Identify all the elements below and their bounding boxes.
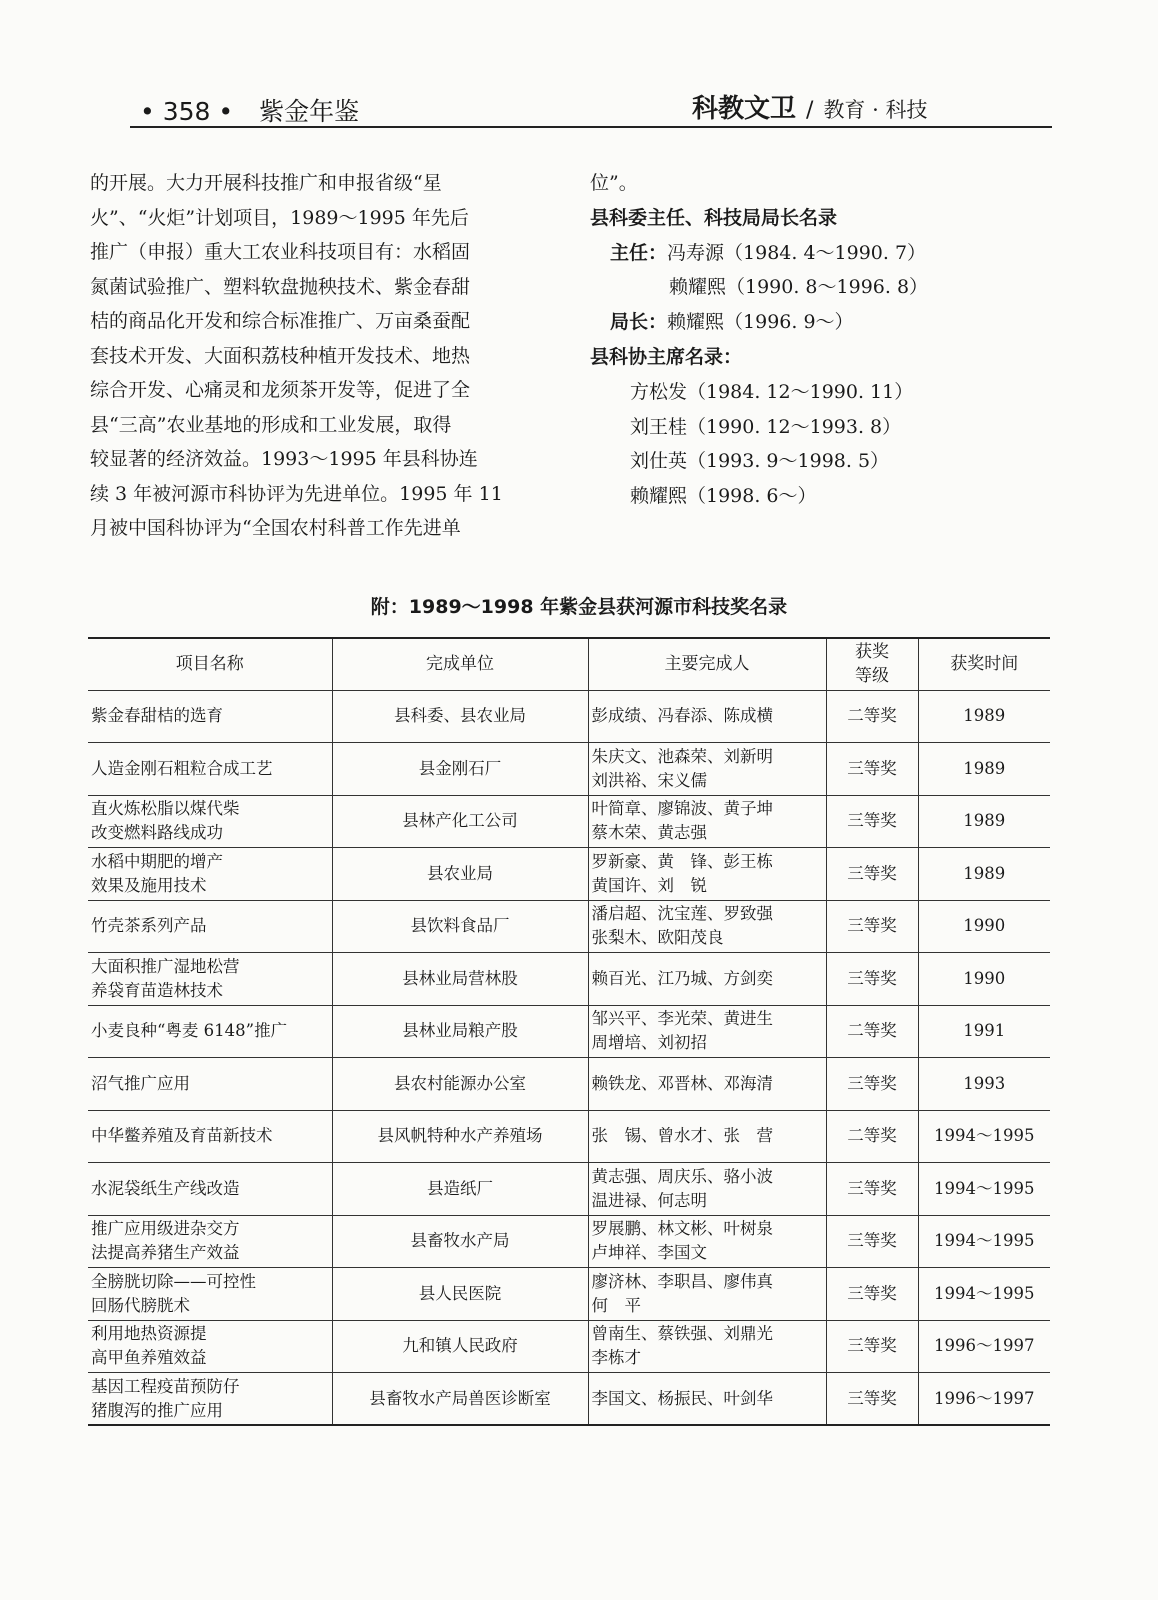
award-year-cell-line: 1996～1997 [934, 1388, 1035, 1408]
award-year-cell [918, 1215, 1050, 1268]
body-line: 氮菌试验推广、塑料软盘抛秧技术、紫金春甜 [90, 275, 471, 298]
running-header-right [692, 88, 927, 125]
project-name-cell [88, 900, 332, 953]
award-level-cell [826, 1373, 918, 1426]
director-entry: 赖耀熙（1990. 8～1996. 8） [669, 276, 929, 299]
table-row [88, 1268, 1050, 1321]
people-cell [588, 848, 826, 901]
section-title: 科教文卫 [692, 94, 797, 124]
table-row [88, 1215, 1050, 1268]
people-cell-line: 黄国许、刘 锐 [591, 875, 707, 895]
award-level-cell-line: 三等奖 [847, 1178, 897, 1198]
header-rule [130, 126, 1052, 128]
header-year: 获奖时间 [918, 638, 1050, 690]
award-level-cell-line: 三等奖 [847, 1336, 897, 1356]
people-cell-line: 潘启超、沈宝莲、罗致强 [591, 904, 773, 924]
unit-cell-line: 县林业局营林股 [402, 968, 518, 988]
award-year-cell-line: 1989 [963, 758, 1006, 778]
award-year-cell-line: 1991 [963, 1021, 1006, 1041]
award-level-cell-line: 三等奖 [847, 758, 897, 778]
people-cell [588, 743, 826, 796]
award-year-cell [918, 1163, 1050, 1216]
award-level-cell-line: 三等奖 [847, 916, 897, 936]
awards-table [88, 637, 1050, 1426]
project-name-cell [88, 1373, 332, 1426]
unit-cell-line: 县科委、县农业局 [394, 706, 526, 726]
body-line: 月被中国科协评为“全国农村科普工作先进单 [90, 517, 461, 539]
unit-cell-line: 县风帆特种水产养殖场 [377, 1126, 543, 1146]
award-year-cell [918, 953, 1050, 1006]
award-year-cell-line: 1989 [963, 706, 1006, 726]
award-level-cell-line: 三等奖 [847, 1073, 897, 1093]
award-year-cell [918, 1058, 1050, 1111]
project-name-cell-line: 效果及施用技术 [91, 875, 207, 895]
people-cell-line: 刘洪裕、宋义儒 [591, 770, 707, 790]
award-level-cell-line: 三等奖 [847, 968, 897, 988]
header-level-line: 获奖 [855, 642, 889, 663]
people-cell [588, 795, 826, 848]
people-cell-line: 廖济林、李职昌、廖伟真 [591, 1271, 773, 1291]
director-line [590, 236, 1030, 271]
unit-cell-line: 县畜牧水产局兽医诊断室 [369, 1388, 551, 1408]
people-cell-line: 叶简章、廖锦波、黄子坤 [591, 799, 773, 819]
unit-cell [332, 848, 588, 901]
table-row [88, 743, 1050, 796]
people-cell [588, 1373, 826, 1426]
table-row [88, 1320, 1050, 1373]
body-line: 桔的商品化开发和综合标准推广、万亩桑蚕配 [90, 310, 471, 332]
project-name-cell-line: 大面积推广湿地松营 [91, 956, 240, 976]
unit-cell [332, 1163, 588, 1216]
table-row [88, 795, 1050, 848]
project-name-cell [88, 1005, 332, 1058]
chief-entry: 赖耀熙（1996. 9～） [667, 311, 854, 334]
page-number: • 358 • [140, 97, 234, 126]
project-name-cell [88, 953, 332, 1006]
people-cell [588, 690, 826, 743]
project-name-cell-line: 法提高养猪生产效益 [91, 1243, 240, 1263]
project-name-cell [88, 1320, 332, 1373]
unit-cell [332, 1215, 588, 1268]
award-level-cell [826, 1058, 918, 1111]
header-level [826, 638, 918, 690]
project-name-cell-line: 全膀胱切除——可控性 [91, 1271, 256, 1291]
people-cell-line: 张梨木、欧阳茂良 [591, 928, 724, 948]
header-people: 主要完成人 [588, 638, 826, 690]
project-name-cell-line: 猪腹泻的推广应用 [91, 1400, 223, 1420]
project-name-cell-line: 竹壳茶系列产品 [91, 916, 207, 936]
award-level-cell-line: 二等奖 [847, 706, 897, 726]
award-level-cell-line: 三等奖 [847, 863, 897, 883]
people-cell-line: 彭成绩、冯春添、陈成横 [591, 706, 773, 726]
award-level-cell [826, 1320, 918, 1373]
award-year-cell-line: 1994～1995 [934, 1231, 1035, 1251]
body-line: 推广（申报）重大工农业科技项目有：水稻固 [90, 241, 471, 263]
award-level-cell [826, 900, 918, 953]
project-name-cell-line: 高甲鱼养殖效益 [91, 1348, 207, 1368]
right-column [590, 166, 1030, 514]
project-name-cell-line: 推广应用级进杂交方 [91, 1219, 240, 1239]
project-name-cell-line: 人造金刚石粗粒合成工艺 [91, 758, 273, 778]
project-name-cell-line: 紫金春甜桔的选育 [91, 706, 223, 726]
project-name-cell-line: 直火炼松脂以煤代柴 [91, 799, 240, 819]
chair-entry: 刘仕英（1993. 9～1998. 5） [630, 450, 890, 473]
people-cell-line: 卢坤祥、李国文 [591, 1243, 707, 1263]
table-caption: 附：1989～1998 年紫金县获河源市科技奖名录 [370, 596, 788, 618]
people-cell-line: 何 平 [591, 1295, 641, 1315]
unit-cell-line: 县畜牧水产局 [410, 1231, 510, 1251]
unit-cell [332, 690, 588, 743]
unit-cell-line: 县农村能源办公室 [394, 1073, 526, 1093]
unit-cell [332, 1373, 588, 1426]
award-year-cell-line: 1990 [963, 968, 1006, 988]
project-name-cell [88, 1268, 332, 1321]
project-name-cell [88, 1163, 332, 1216]
running-header-left [140, 92, 359, 128]
director-label: 主任： [610, 241, 668, 264]
award-year-cell-line: 1996～1997 [934, 1336, 1035, 1356]
body-line: 的开展。大力开展科技推广和申报省级“星 [90, 172, 442, 194]
unit-cell [332, 900, 588, 953]
award-year-cell [918, 1268, 1050, 1321]
unit-cell [332, 1110, 588, 1163]
project-name-cell-line: 沼气推广应用 [91, 1073, 190, 1093]
table-row [88, 1058, 1050, 1111]
people-cell-line: 温进禄、何志明 [591, 1190, 707, 1210]
body-line: 县“三高”农业基地的形成和工业发展，取得 [90, 413, 452, 436]
unit-cell-line: 县饮料食品厂 [410, 916, 510, 936]
unit-cell-line: 县金刚石厂 [418, 758, 502, 778]
award-level-cell [826, 848, 918, 901]
kewei-heading: 县科委主任、科技局局长名录 [590, 206, 838, 229]
table-header-row [88, 638, 1050, 690]
project-name-cell [88, 690, 332, 743]
body-line: 综合开发、心痛灵和龙须茶开发等，促进了全 [90, 379, 471, 401]
body-line: 火”、“火炬”计划项目，1989～1995 年先后 [90, 206, 469, 229]
project-name-cell-line: 利用地热资源提 [91, 1324, 207, 1344]
people-cell-line: 黄志强、周庆乐、骆小波 [591, 1166, 773, 1186]
people-cell-line: 罗展鹏、林文彬、叶树泉 [591, 1219, 773, 1239]
award-level-cell [826, 690, 918, 743]
project-name-cell [88, 795, 332, 848]
unit-cell-line: 县林业局粮产股 [402, 1021, 518, 1041]
director-entry: 冯寿源（1984. 4～1990. 7） [667, 241, 927, 264]
people-cell [588, 1110, 826, 1163]
body-line: 续 3 年被河源市科协评为先进单位。1995 年 11 [90, 482, 503, 505]
people-cell [588, 1058, 826, 1111]
left-column [90, 166, 548, 546]
award-year-cell [918, 1373, 1050, 1426]
table-row [88, 1110, 1050, 1163]
people-cell [588, 1320, 826, 1373]
people-cell-line: 曾南生、蔡铁强、刘鼎光 [591, 1324, 773, 1344]
people-cell-line: 周增培、刘初招 [591, 1033, 707, 1053]
people-cell-line: 蔡木荣、黄志强 [591, 823, 707, 843]
people-cell-line: 邹兴平、李光荣、黄进生 [591, 1009, 773, 1029]
project-name-cell [88, 1058, 332, 1111]
continuation-line: 位”。 [590, 172, 638, 194]
table-row [88, 1373, 1050, 1426]
kexie-heading: 县科协主席名录： [590, 345, 743, 368]
table-row [88, 900, 1050, 953]
award-level-cell [826, 795, 918, 848]
award-year-cell [918, 690, 1050, 743]
unit-cell [332, 1058, 588, 1111]
people-cell [588, 1268, 826, 1321]
project-name-cell-line: 小麦良种“粤麦 6148”推广 [91, 1021, 288, 1041]
table-row [88, 1005, 1050, 1058]
header-separator: / [806, 98, 814, 123]
project-name-cell-line: 基因工程疫苗预防仔 [91, 1376, 240, 1396]
unit-cell-line: 九和镇人民政府 [402, 1336, 518, 1356]
table-row [88, 690, 1050, 743]
book-title: 紫金年鉴 [259, 97, 360, 126]
header-level-line: 等级 [855, 666, 889, 687]
award-year-cell [918, 743, 1050, 796]
unit-cell-line: 县农业局 [427, 863, 493, 883]
project-name-cell-line: 养袋育苗造林技术 [91, 980, 223, 1000]
award-level-cell [826, 1005, 918, 1058]
people-cell-line: 朱庆文、池森荣、刘新明 [591, 746, 773, 766]
unit-cell [332, 1320, 588, 1373]
header-unit: 完成单位 [332, 638, 588, 690]
award-level-cell-line: 三等奖 [847, 811, 897, 831]
unit-cell [332, 795, 588, 848]
award-year-cell [918, 900, 1050, 953]
project-name-cell-line: 改变燃料路线成功 [91, 823, 223, 843]
unit-cell [332, 1268, 588, 1321]
subsection-title: 教育 · 科技 [823, 98, 928, 122]
project-name-cell-line: 水泥袋纸生产线改造 [91, 1178, 240, 1198]
award-year-cell-line: 1989 [963, 811, 1006, 831]
chair-entry: 方松发（1984. 12～1990. 11） [630, 380, 914, 403]
award-level-cell [826, 1215, 918, 1268]
project-name-cell-line: 中华鳖养殖及育苗新技术 [91, 1126, 273, 1146]
project-name-cell [88, 1215, 332, 1268]
people-cell-line: 赖百光、江乃城、方剑奕 [591, 968, 773, 988]
people-cell [588, 1005, 826, 1058]
chair-entry: 刘王桂（1990. 12～1993. 8） [630, 415, 902, 438]
chair-entry: 赖耀熙（1998. 6～） [630, 485, 817, 508]
award-level-cell [826, 1110, 918, 1163]
people-cell [588, 1215, 826, 1268]
award-year-cell-line: 1994～1995 [934, 1178, 1035, 1198]
award-level-cell [826, 1163, 918, 1216]
people-cell [588, 1163, 826, 1216]
table-row [88, 953, 1050, 1006]
table-row [88, 848, 1050, 901]
unit-cell-line: 县造纸厂 [427, 1178, 493, 1198]
project-name-cell-line: 回肠代膀胱术 [91, 1295, 190, 1315]
award-year-cell [918, 1110, 1050, 1163]
people-cell-line: 李栋才 [591, 1348, 641, 1368]
unit-cell-line: 县林产化工公司 [402, 811, 518, 831]
chief-line [590, 305, 1030, 340]
project-name-cell [88, 1110, 332, 1163]
award-year-cell [918, 1320, 1050, 1373]
project-name-cell [88, 848, 332, 901]
unit-cell [332, 953, 588, 1006]
award-year-cell-line: 1993 [963, 1073, 1006, 1093]
award-year-cell [918, 848, 1050, 901]
unit-cell [332, 1005, 588, 1058]
people-cell [588, 953, 826, 1006]
people-cell-line: 赖铁龙、邓晋林、邓海清 [591, 1073, 773, 1093]
award-level-cell-line: 三等奖 [847, 1231, 897, 1251]
award-year-cell-line: 1994～1995 [934, 1283, 1035, 1303]
body-line: 套技术开发、大面积荔枝种植开发技术、地热 [90, 344, 471, 367]
award-level-cell-line: 二等奖 [847, 1126, 897, 1146]
people-cell-line: 张 锡、曾水才、张 营 [591, 1126, 773, 1146]
award-level-cell-line: 三等奖 [847, 1388, 897, 1408]
body-line: 较显著的经济效益。1993～1995 年县科协连 [90, 448, 478, 470]
chief-label: 局长： [610, 311, 668, 334]
award-year-cell [918, 795, 1050, 848]
award-level-cell [826, 743, 918, 796]
unit-cell [332, 743, 588, 796]
table-row [88, 1163, 1050, 1216]
project-name-cell [88, 743, 332, 796]
award-year-cell-line: 1990 [963, 916, 1006, 936]
people-cell-line: 罗新豪、黄 锋、彭王栋 [591, 851, 773, 871]
award-year-cell [918, 1005, 1050, 1058]
award-level-cell-line: 二等奖 [847, 1021, 897, 1041]
award-year-cell-line: 1994～1995 [934, 1126, 1035, 1146]
people-cell [588, 900, 826, 953]
unit-cell-line: 县人民医院 [418, 1283, 502, 1303]
award-year-cell-line: 1989 [963, 863, 1006, 883]
award-level-cell [826, 953, 918, 1006]
award-level-cell-line: 三等奖 [847, 1283, 897, 1303]
people-cell-line: 李国文、杨振民、叶剑华 [591, 1388, 773, 1408]
project-name-cell-line: 水稻中期肥的增产 [91, 851, 223, 871]
award-level-cell [826, 1268, 918, 1321]
header-name: 项目名称 [88, 638, 332, 690]
